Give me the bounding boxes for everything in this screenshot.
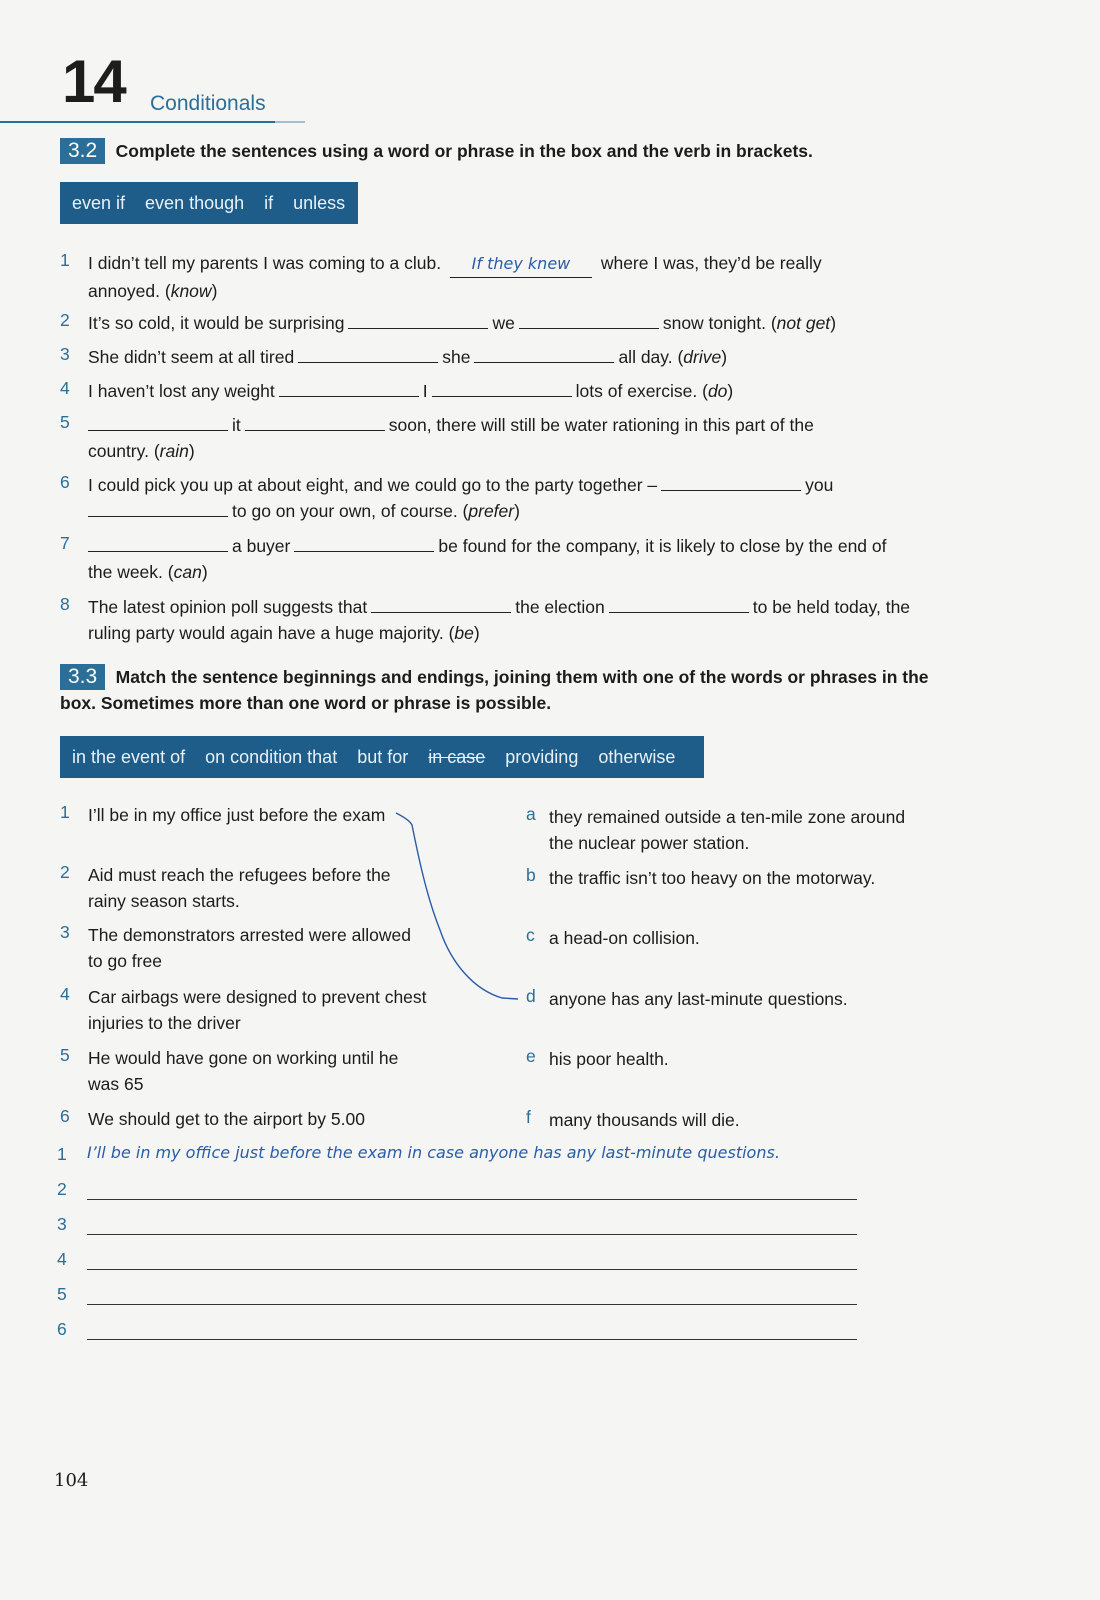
beginning-text: injuries to the driver	[88, 1013, 241, 1033]
word-option-used: in case	[428, 746, 486, 767]
item-text: I haven’t lost any weight	[88, 381, 275, 401]
answer-line[interactable]	[87, 1303, 857, 1305]
answer-number: 3	[57, 1214, 67, 1234]
answer-blank[interactable]	[88, 498, 228, 517]
exercise-badge: 3.2	[60, 138, 105, 164]
item-text: )	[188, 441, 195, 461]
match-stroke	[396, 813, 518, 999]
header-divider-accent	[275, 121, 305, 123]
item-text: It’s so cold, it would be surprising	[88, 313, 345, 333]
unit-title: Conditionals	[150, 92, 266, 115]
verb-prompt: do	[707, 381, 728, 401]
ending-text: a head-on collision.	[549, 928, 700, 948]
item-text: to be held today, the	[752, 597, 911, 617]
sentence-beginning	[88, 984, 427, 1036]
verb-prompt: drive	[683, 347, 722, 367]
exercise-item	[88, 344, 908, 370]
answer-line[interactable]	[87, 1233, 857, 1235]
ending-letter: b	[526, 865, 536, 885]
ending-text: the nuclear power station.	[549, 833, 750, 853]
beginning-number: 1	[60, 802, 70, 822]
beginning-text: I’ll be in my office just before the exam	[88, 805, 386, 825]
ending-letter: a	[526, 804, 536, 824]
verb-prompt: not get	[776, 313, 831, 333]
exercise-item	[88, 378, 908, 404]
sentence-ending	[549, 865, 875, 891]
item-text: soon, there will still be water rationing in this part of the	[388, 415, 814, 435]
item-text: I	[422, 381, 428, 401]
item-text: be found for the company, it is likely to close by the end of	[438, 536, 887, 556]
ending-letter: e	[526, 1046, 536, 1066]
item-text: it	[232, 415, 241, 435]
answer-blank[interactable]	[609, 594, 749, 613]
beginning-text: rainy season starts.	[88, 891, 240, 911]
item-text: lots of exercise. (	[575, 381, 708, 401]
answer-number: 2	[57, 1179, 67, 1199]
item-text: The latest opinion poll suggests that	[88, 597, 368, 617]
beginning-text: Aid must reach the refugees before the	[88, 865, 391, 885]
item-text: she	[442, 347, 471, 367]
item-text: we	[492, 313, 515, 333]
item-text: )	[211, 281, 218, 301]
exercise-item	[88, 594, 968, 646]
sentence-beginning	[88, 1106, 365, 1132]
beginning-number: 4	[60, 984, 70, 1004]
answer-number: 5	[57, 1284, 67, 1304]
word-option: even if	[72, 192, 126, 213]
answer-number: 1	[57, 1144, 67, 1164]
exercise-item	[88, 310, 908, 336]
item-text: )	[830, 313, 837, 333]
item-text: )	[721, 347, 728, 367]
exercise-instruction: box. Sometimes more than one word or phrase is possible.	[60, 693, 552, 713]
header-divider	[0, 121, 275, 123]
handwritten-answer: I’ll be in my office just before the exam in case anyone has any last-minute questions.	[87, 1143, 780, 1162]
beginning-number: 3	[60, 922, 70, 942]
exercise-item	[88, 472, 908, 524]
ending-text: many thousands will die.	[549, 1110, 740, 1130]
unit-number: 14	[62, 48, 125, 115]
beginning-text: He would have gone on working until he	[88, 1048, 399, 1068]
handwritten-answer: If they knew	[471, 254, 571, 273]
answer-blank[interactable]	[88, 533, 228, 552]
ending-text: anyone has any last-minute questions.	[549, 989, 848, 1009]
ending-text: the traffic isn’t too heavy on the motorway.	[549, 868, 876, 888]
item-text: I could pick you up at about eight, and we could go to the party together –	[88, 475, 658, 495]
answer-number: 6	[57, 1319, 67, 1339]
sentence-ending	[549, 925, 700, 951]
answer-number: 4	[57, 1249, 67, 1269]
sentence-ending	[549, 804, 905, 856]
exercise-item	[88, 412, 908, 464]
item-number: 8	[60, 594, 70, 614]
exercise-instruction: Complete the sentences using a word or phrase in the box and the verb in brackets.	[115, 141, 813, 161]
answer-blank[interactable]	[371, 594, 511, 613]
item-text: )	[201, 562, 208, 582]
item-text: the week. (	[88, 562, 174, 582]
exercise-3-2-heading	[60, 138, 813, 164]
word-option: in the event of	[72, 746, 186, 767]
beginning-number: 5	[60, 1045, 70, 1065]
answer-blank[interactable]	[432, 378, 572, 397]
word-option: providing	[505, 746, 579, 767]
sentence-ending	[549, 1107, 740, 1133]
exercise-badge: 3.3	[60, 664, 105, 690]
matching-line	[390, 805, 530, 1015]
ending-text: his poor health.	[549, 1049, 669, 1069]
item-text: to go on your own, of course. (	[232, 501, 469, 521]
answer-blank[interactable]	[450, 250, 592, 278]
item-number: 2	[60, 310, 70, 330]
beginning-text: to go free	[88, 951, 162, 971]
beginning-text: Car airbags were designed to prevent chest	[88, 987, 427, 1007]
exercise-item	[88, 250, 908, 304]
item-text: )	[473, 623, 480, 643]
answer-blank[interactable]	[279, 378, 419, 397]
item-text: where I was, they’d be really	[600, 253, 822, 273]
word-option: on condition that	[205, 746, 338, 767]
item-number: 5	[60, 412, 70, 432]
word-option: if	[264, 192, 274, 213]
answer-blank[interactable]	[245, 412, 385, 431]
item-text: the election	[515, 597, 605, 617]
answer-blank[interactable]	[519, 310, 659, 329]
item-text: country. (	[88, 441, 160, 461]
item-text: ruling party would again have a huge majority. (	[88, 623, 455, 643]
page-number: 104	[54, 1470, 89, 1491]
answer-blank[interactable]	[298, 344, 438, 363]
item-text: snow tonight. (	[662, 313, 777, 333]
ending-letter: f	[526, 1107, 531, 1127]
item-number: 7	[60, 533, 70, 553]
item-number: 4	[60, 378, 70, 398]
item-text: I didn’t tell my parents I was coming to a club.	[88, 253, 442, 273]
item-text: you	[805, 475, 834, 495]
exercise-item	[88, 533, 928, 585]
answer-blank[interactable]	[294, 533, 434, 552]
verb-prompt: can	[173, 562, 202, 582]
sentence-beginning	[88, 1045, 398, 1097]
item-number: 1	[60, 250, 70, 270]
word-box	[60, 736, 704, 778]
beginning-number: 6	[60, 1106, 70, 1126]
exercise-3-3-heading	[60, 664, 940, 716]
answer-blank[interactable]	[474, 344, 614, 363]
word-box	[60, 182, 358, 224]
sentence-ending	[549, 986, 848, 1012]
exercise-instruction: Match the sentence beginnings and endings, joining them with one of the words or phrases in the	[115, 667, 929, 687]
sentence-beginning	[88, 922, 411, 974]
answer-line[interactable]	[87, 1338, 857, 1340]
ending-letter: c	[526, 925, 535, 945]
answer-blank[interactable]	[88, 412, 228, 431]
sentence-beginning	[88, 862, 391, 914]
ending-text: they remained outside a ten-mile zone around	[549, 807, 906, 827]
answer-blank[interactable]	[348, 310, 488, 329]
word-option: even though	[145, 192, 245, 213]
word-option: unless	[293, 192, 346, 213]
word-option: but for	[357, 746, 409, 767]
beginning-text: was 65	[88, 1074, 144, 1094]
beginning-text: The demonstrators arrested were allowed	[88, 925, 411, 945]
verb-prompt: be	[454, 623, 474, 643]
item-text: )	[727, 381, 734, 401]
item-text: )	[514, 501, 520, 521]
beginning-number: 2	[60, 862, 70, 882]
item-text: She didn’t seem at all tired	[88, 347, 295, 367]
verb-prompt: prefer	[468, 501, 515, 521]
word-option: otherwise	[598, 746, 676, 767]
verb-prompt: know	[170, 281, 212, 301]
item-text: a buyer	[232, 536, 291, 556]
sentence-beginning	[88, 802, 385, 828]
item-number: 6	[60, 472, 70, 492]
sentence-ending	[549, 1046, 669, 1072]
item-text: all day. (	[618, 347, 684, 367]
answer-line[interactable]	[87, 1268, 857, 1270]
item-text: annoyed. (	[88, 281, 171, 301]
item-number: 3	[60, 344, 70, 364]
beginning-text: We should get to the airport by 5.00	[88, 1109, 365, 1129]
answer-blank[interactable]	[661, 472, 801, 491]
answer-line[interactable]	[87, 1198, 857, 1200]
ending-letter: d	[526, 986, 536, 1006]
verb-prompt: rain	[159, 441, 189, 461]
